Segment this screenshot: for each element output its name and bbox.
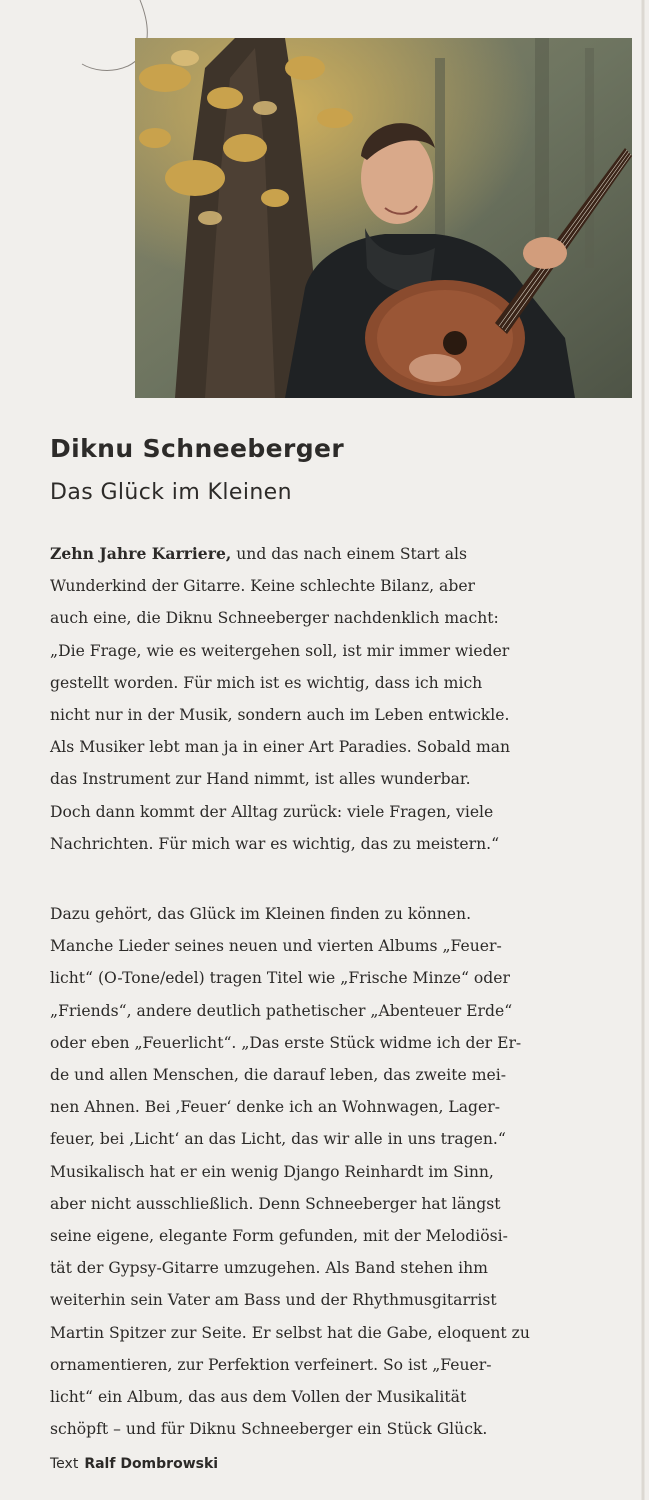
paragraph-line: gestellt worden. Für mich ist es wichtig, dass ich mich <box>50 673 483 692</box>
article-subheadline: Das Glück im Kleinen <box>50 480 292 505</box>
paragraph-line: feuer, bei ‚Licht‘ an das Licht, das wir alle in uns tragen.“ <box>50 1130 506 1149</box>
article-paragraph-1 <box>50 538 630 860</box>
lead-in: Zehn Jahre Karriere, <box>50 544 232 563</box>
credit-author: Ralf Dombrowski <box>84 1456 219 1472</box>
paragraph-line: Musikalisch hat er ein wenig Django Reinhardt im Sinn, <box>50 1162 494 1181</box>
paragraph-line: Doch dann kommt der Alltag zurück: viele Fragen, viele <box>50 802 494 821</box>
paragraph-line <box>50 538 630 570</box>
author-credit <box>50 1456 218 1472</box>
paragraph-line: oder eben „Feuerlicht“. „Das erste Stück widme ich der Er- <box>50 1033 522 1052</box>
paragraph-line: ornamentieren, zur Perfektion verfeinert. So ist „Feuer- <box>50 1355 492 1374</box>
paragraph-line: Dazu gehört, das Glück im Kleinen finden zu können. <box>50 905 472 923</box>
article-paragraph-2 <box>50 898 630 1445</box>
paragraph-line: Als Musiker lebt man ja in einer Art Paradies. Sobald man <box>50 738 511 757</box>
paragraph-line: nicht nur in der Musik, sondern auch im Leben entwickle. <box>50 706 510 725</box>
paragraph-line: de und allen Menschen, die darauf leben, das zweite mei- <box>50 1066 506 1085</box>
paragraph-line: nen Ahnen. Bei ‚Feuer‘ denke ich an Wohnwagen, Lager- <box>50 1098 500 1117</box>
paragraph-line: das Instrument zur Hand nimmt, ist alles wunderbar. <box>50 770 471 789</box>
paragraph-line: Manche Lieder seines neuen und vierten Albums „Feuer- <box>50 937 502 956</box>
article-headline: Diknu Schneeberger <box>50 434 345 463</box>
paragraph-line: licht“ ein Album, das aus dem Vollen der Musikalität <box>50 1388 467 1407</box>
paragraph-line: auch eine, die Diknu Schneeberger nachdenklich macht: <box>50 609 499 628</box>
paragraph-line: „Die Frage, wie es weitergehen soll, ist mir immer wieder <box>50 641 510 660</box>
credit-label: Text <box>50 1456 79 1472</box>
paragraph-line: aber nicht ausschließlich. Denn Schneeberger hat längst <box>50 1194 501 1213</box>
line-text: und das nach einem Start als <box>231 545 468 563</box>
paragraph-line: tät der Gypsy-Gitarre umzugehen. Als Band stehen ihm <box>50 1259 488 1278</box>
paragraph-line: Wunderkind der Gitarre. Keine schlechte Bilanz, aber <box>50 577 476 596</box>
paragraph-line: weiterhin sein Vater am Bass und der Rhythmusgitarrist <box>50 1291 497 1310</box>
guitarist-photo-illustration <box>135 38 632 398</box>
paragraph-line: schöpft – und für Diknu Schneeberger ein Stück Glück. <box>50 1420 488 1439</box>
paragraph-line: Martin Spitzer zur Seite. Er selbst hat die Gabe, eloquent zu <box>50 1323 530 1342</box>
paragraph-line: seine eigene, elegante Form gefunden, mit der Melodiösi- <box>50 1227 508 1246</box>
article-photo <box>135 38 632 398</box>
paragraph-line: licht“ (O-Tone/edel) tragen Titel wie „Frische Minze“ oder <box>50 969 510 988</box>
paragraph-line: „Friends“, andere deutlich pathetischer „Abenteuer Erde“ <box>50 1001 513 1020</box>
paragraph-line: Nachrichten. Für mich war es wichtig, das zu meistern.“ <box>50 834 500 853</box>
